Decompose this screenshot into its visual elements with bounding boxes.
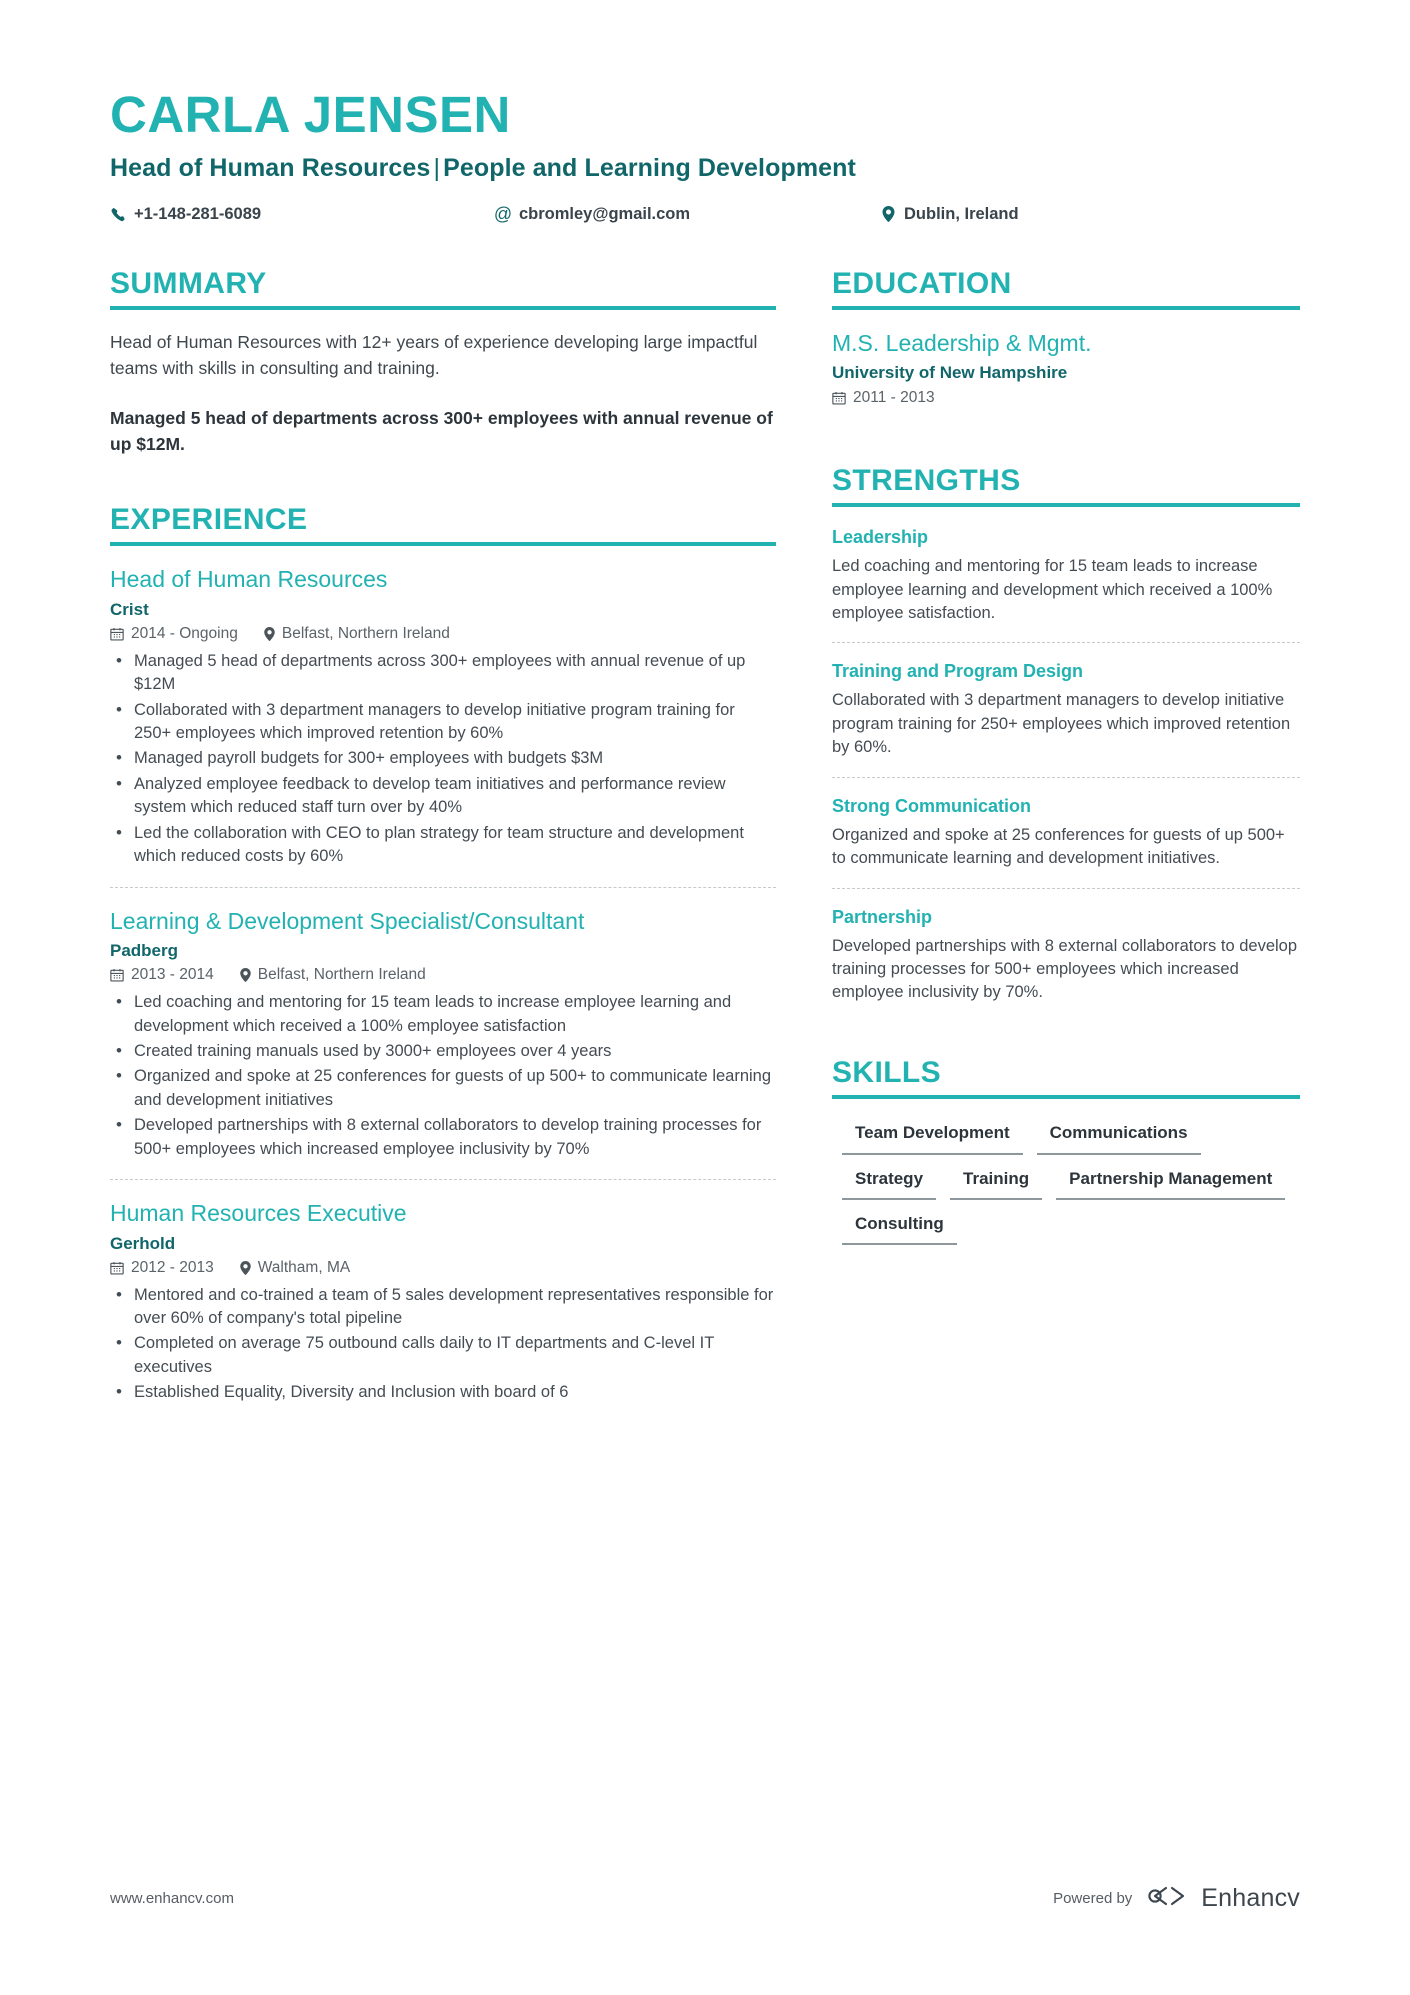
skill-tag: Team Development: [842, 1119, 1023, 1154]
section-rule: [110, 542, 776, 546]
experience-company: Crist: [110, 599, 149, 619]
strength-item: [832, 661, 1300, 759]
bullet-item: • Developed partnerships with 8 external collaborators to develop training processes for 500+ employees which increased employee inclusivity by 70%: [110, 1114, 776, 1161]
page-title: CARLA JENSEN: [110, 86, 511, 143]
left-column: [110, 268, 776, 1415]
experience-location: [240, 966, 426, 984]
experience-company: Gerhold: [110, 1233, 176, 1253]
section-education: [832, 268, 1300, 407]
experience-dates-text: 2013 - 2014: [131, 966, 214, 984]
email-icon: @: [493, 204, 513, 225]
email-text: cbromley@gmail.com: [519, 204, 691, 223]
contact-email[interactable]: [495, 205, 880, 224]
experience-bullets: [110, 1284, 776, 1405]
strength-divider: [832, 777, 1300, 778]
section-heading-education: EDUCATION: [832, 266, 1012, 300]
section-summary: [110, 268, 776, 458]
contact-row: [110, 205, 1300, 224]
experience-bullets: [110, 991, 776, 1161]
bullet-item: • Mentored and co-trained a team of 5 sales development representatives responsible for over 60% of company's total pipeline: [110, 1284, 776, 1331]
bullet-item: • Managed 5 head of departments across 300+ employees with annual revenue of up $12M: [110, 650, 776, 697]
experience-location: [264, 625, 450, 643]
brand-name: Enhancv: [1201, 1883, 1300, 1912]
location-pin-icon: [880, 206, 896, 222]
experience-role: Head of Human Resources: [110, 566, 388, 593]
experience-location: [240, 1259, 350, 1277]
job-title-right: People and Learning Development: [443, 153, 856, 182]
bullet-item: • Established Equality, Diversity and Inclusion with board of 6: [110, 1381, 776, 1404]
education-school: University of New Hampshire: [832, 362, 1068, 382]
right-column: [832, 268, 1300, 1415]
phone-text: +1-148-281-6089: [134, 204, 262, 223]
skill-tag: Consulting: [842, 1210, 957, 1245]
bullet-item: • Collaborated with 3 department managers to develop initiative program training for 250+ employees which improved retention by 60%: [110, 699, 776, 746]
resume-body: [110, 268, 1300, 1415]
strength-divider: [832, 642, 1300, 643]
experience-entry: [110, 1200, 776, 1405]
strength-description: Led coaching and mentoring for 15 team leads to increase employee learning and development which received a 100% employee satisfaction.: [832, 557, 1273, 622]
strength-name: Leadership: [832, 527, 929, 548]
skill-tag: Training: [950, 1165, 1042, 1200]
strength-description: Collaborated with 3 department managers to develop initiative program training for 250+ employees which improved retention by 60%.: [832, 691, 1291, 757]
experience-entry: [110, 566, 776, 868]
experience-company: Padberg: [110, 941, 179, 961]
section-strengths: [832, 465, 1300, 1005]
strength-item: [832, 796, 1300, 871]
section-rule: [832, 503, 1300, 507]
location-pin-icon: [240, 968, 251, 982]
bullet-item: • Analyzed employee feedback to develop team initiatives and performance review system which reduced staff turn over by 40%: [110, 773, 776, 820]
contact-location: [880, 205, 1019, 224]
bullet-item: • Managed payroll budgets for 300+ employees with budgets $3M: [110, 747, 776, 770]
strength-divider: [832, 888, 1300, 889]
footer-website[interactable]: www.enhancv.com: [110, 1889, 234, 1907]
experience-meta: [110, 966, 776, 984]
contact-phone[interactable]: [110, 205, 495, 224]
phone-icon: [110, 206, 126, 222]
experience-dates: [110, 625, 238, 643]
section-skills: [832, 1057, 1300, 1245]
experience-role: Human Resources Executive: [110, 1200, 407, 1227]
resume-header: [110, 0, 1300, 224]
experience-entry: [110, 908, 776, 1162]
education-entry: [832, 330, 1300, 407]
experience-dates: [110, 966, 214, 984]
strength-item: [832, 527, 1300, 625]
education-degree: M.S. Leadership & Mgmt.: [832, 330, 1092, 357]
section-rule: [110, 306, 776, 310]
skills-list: [832, 1119, 1300, 1245]
education-dates-text: 2011 - 2013: [853, 388, 935, 406]
education-dates: [832, 389, 935, 407]
strength-name: Strong Communication: [832, 795, 1031, 816]
entry-divider: [110, 1179, 776, 1180]
section-heading-skills: SKILLS: [832, 1055, 942, 1089]
calendar-icon: [110, 1261, 124, 1275]
skill-tag: Communications: [1037, 1119, 1201, 1154]
powered-by-label: Powered by: [1053, 1889, 1133, 1907]
education-meta: [832, 389, 1300, 407]
job-title: [110, 154, 1300, 183]
experience-meta: [110, 1259, 776, 1277]
brand-logo: [1146, 1883, 1300, 1913]
section-rule: [832, 306, 1300, 310]
job-title-left: Head of Human Resources: [110, 153, 431, 182]
bullet-item: • Organized and spoke at 25 conferences for guests of up 500+ to communicate learning and development initiatives: [110, 1065, 776, 1112]
strength-description: Organized and spoke at 25 conferences for guests of up 500+ to communicate learning and development initiatives.: [832, 825, 1285, 868]
experience-location-text: Waltham, MA: [257, 1258, 351, 1276]
section-heading-strengths: STRENGTHS: [832, 463, 1021, 497]
strength-name: Partnership: [832, 906, 933, 927]
strength-name: Training and Program Design: [832, 661, 1084, 682]
bullet-item: • Completed on average 75 outbound calls daily to IT departments and C-level IT executives: [110, 1332, 776, 1379]
location-pin-icon: [240, 1261, 251, 1275]
bullet-item: • Created training manuals used by 3000+ employees over 4 years: [110, 1040, 776, 1063]
enhancv-mark-icon: [1146, 1883, 1192, 1913]
skill-tag: Strategy: [842, 1165, 936, 1200]
section-heading-experience: EXPERIENCE: [110, 502, 308, 536]
strength-description: Developed partnerships with 8 external collaborators to develop training processes for 500+ employees which increased employee inclusivity by 70%.: [832, 936, 1298, 1002]
experience-meta: [110, 625, 776, 643]
experience-dates: [110, 1259, 214, 1277]
strength-item: [832, 907, 1300, 1005]
experience-location-text: Belfast, Northern Ireland: [281, 624, 450, 642]
bullet-item: • Led coaching and mentoring for 15 team leads to increase employee learning and development which received a 100% employee satisfaction: [110, 991, 776, 1038]
experience-dates-text: 2012 - 2013: [131, 1258, 214, 1276]
summary-paragraph: Head of Human Resources with 12+ years of experience developing large impactful teams with skills in consulting and training.: [110, 332, 758, 378]
skill-tag: Partnership Management: [1056, 1165, 1285, 1200]
bullet-item: • Led the collaboration with CEO to plan strategy for team structure and development which reduced costs by 60%: [110, 822, 776, 869]
location-pin-icon: [264, 627, 275, 641]
calendar-icon: [110, 627, 124, 641]
job-title-divider: |: [433, 153, 441, 182]
calendar-icon: [110, 968, 124, 982]
summary-highlight: Managed 5 head of departments across 300+ employees with annual revenue of up $12M.: [110, 407, 773, 454]
resume-footer: [110, 1883, 1300, 1913]
section-rule: [832, 1095, 1300, 1099]
location-text: Dublin, Ireland: [904, 204, 1019, 223]
experience-dates-text: 2014 - Ongoing: [131, 624, 238, 642]
experience-role: Learning & Development Specialist/Consultant: [110, 907, 585, 934]
section-experience: [110, 504, 776, 1405]
powered-by-block: [1053, 1883, 1300, 1913]
section-heading-summary: SUMMARY: [110, 266, 267, 300]
experience-bullets: [110, 650, 776, 869]
calendar-icon: [832, 391, 846, 405]
entry-divider: [110, 887, 776, 888]
experience-location-text: Belfast, Northern Ireland: [257, 966, 426, 984]
